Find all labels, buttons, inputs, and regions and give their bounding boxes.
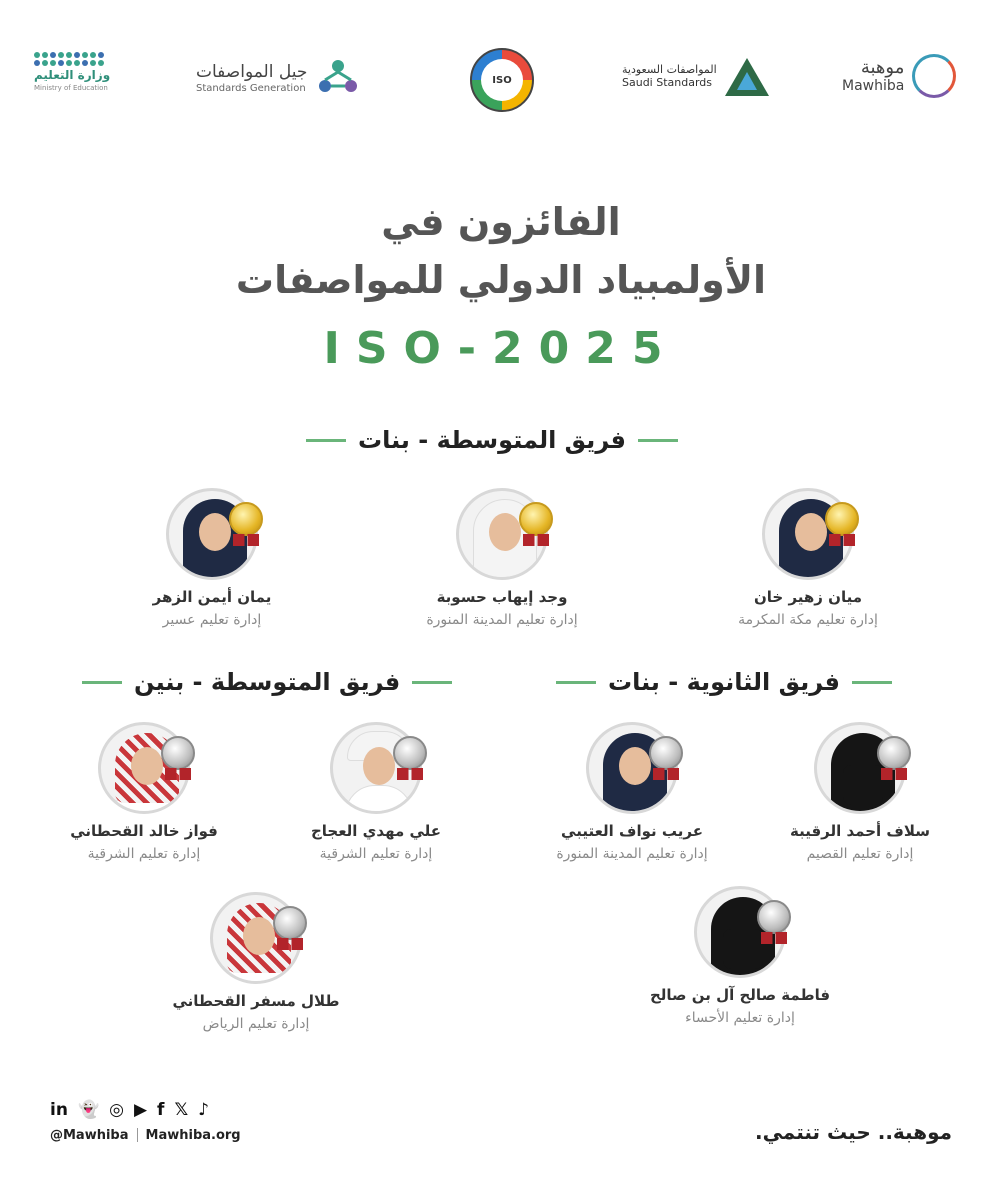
- silver-medal-icon: [390, 736, 430, 784]
- facebook-icon[interactable]: f: [157, 1100, 165, 1120]
- winner-department: إدارة تعليم الأحساء: [685, 1010, 795, 1026]
- website-link[interactable]: Mawhiba.org: [145, 1128, 241, 1143]
- iso-olympiad-badge-icon: ISO: [470, 48, 534, 112]
- winner-department: إدارة تعليم الشرقية: [87, 846, 201, 862]
- winner-department: إدارة تعليم عسير: [162, 612, 262, 628]
- silver-medal-icon: [270, 906, 310, 954]
- winner-card: [688, 488, 928, 628]
- winner-card: [256, 722, 496, 862]
- footer-handles: [50, 1128, 241, 1143]
- section-divider: [638, 439, 678, 442]
- section-divider: [82, 681, 122, 684]
- gold-medal-icon: [822, 502, 862, 550]
- linkedin-icon[interactable]: in: [50, 1100, 68, 1120]
- mawhiba-logo: موهبة Mawhiba: [842, 54, 956, 98]
- gold-medal-icon: [226, 502, 266, 550]
- partner-logos-row: [0, 40, 1002, 120]
- winner-name: فاطمة صالح آل بن صالح: [649, 986, 831, 1004]
- gold-medal-icon: [516, 502, 556, 550]
- page-title-line2: الأولمبياد الدولي للمواصفات: [235, 258, 767, 302]
- winner-card: [92, 488, 332, 628]
- silver-medal-icon: [158, 736, 198, 784]
- snapchat-icon[interactable]: 👻: [77, 1100, 100, 1120]
- winner-name: يمان أيمن الزهر: [152, 588, 272, 606]
- winner-name: عريب نواف العتيبي: [561, 822, 703, 840]
- silver-medal-icon: [754, 900, 794, 948]
- tiktok-icon[interactable]: ♪: [198, 1100, 209, 1120]
- winner-department: إدارة تعليم مكة المكرمة: [738, 612, 878, 628]
- winner-name: فواز خالد القحطاني: [70, 822, 218, 840]
- section-secondary-girls: فريق الثانوية - بنات: [556, 668, 892, 696]
- section-middle-boys: فريق المتوسطة - بنين: [82, 668, 452, 696]
- section-divider: [556, 681, 596, 684]
- winner-department: إدارة تعليم المدينة المنورة: [426, 612, 578, 628]
- winner-card: [136, 892, 376, 1032]
- footer-slogan: موهبة.. حيث تنتمي.: [754, 1120, 952, 1144]
- winner-card: [24, 722, 264, 862]
- iso-olympiad-logo: [470, 48, 534, 112]
- iso-year-label: ISO-2025: [323, 323, 679, 374]
- winner-department: إدارة تعليم الرياض: [202, 1016, 310, 1032]
- x-icon[interactable]: 𝕏: [174, 1100, 189, 1120]
- youtube-icon[interactable]: ▶: [133, 1100, 148, 1120]
- section-middle-girls: فريق المتوسطة - بنات: [306, 426, 678, 454]
- ministry-of-education-logo: وزارة التعليم Ministry of Education: [34, 52, 110, 92]
- winner-department: إدارة تعليم الشرقية: [319, 846, 433, 862]
- winner-department: إدارة تعليم المدينة المنورة: [556, 846, 708, 862]
- page-title-line1: الفائزون في: [381, 200, 621, 244]
- silver-medal-icon: [874, 736, 914, 784]
- saso-triangle-icon: [725, 58, 769, 96]
- winner-name: ميان زهير خان: [753, 588, 863, 606]
- standards-generation-logo: جيل المواصفات Standards Generation: [196, 56, 361, 102]
- standards-generation-icon: [315, 56, 361, 102]
- winner-card: [382, 488, 622, 628]
- winner-name: علي مهدي العجاج: [310, 822, 442, 840]
- saso-logo: المواصفات السعودية Saudi Standards: [622, 58, 769, 96]
- social-handle[interactable]: @Mawhiba: [50, 1128, 129, 1143]
- handle-divider: [137, 1128, 138, 1142]
- instagram-icon[interactable]: ◎: [109, 1100, 124, 1120]
- section-divider: [306, 439, 346, 442]
- mawhiba-swirl-icon: [912, 54, 956, 98]
- winner-card: [740, 722, 980, 862]
- silver-medal-icon: [646, 736, 686, 784]
- section-divider: [852, 681, 892, 684]
- moe-dot-icon: [34, 52, 104, 66]
- winner-department: إدارة تعليم القصيم: [806, 846, 914, 862]
- section-divider: [412, 681, 452, 684]
- social-links: [50, 1100, 209, 1120]
- winner-card: [620, 886, 860, 1026]
- winner-name: وجد إيهاب حسوبة: [436, 588, 568, 606]
- winner-card: [512, 722, 752, 862]
- winner-name: طلال مسفر القحطاني: [172, 992, 340, 1010]
- winner-name: سلاف أحمد الرقيبة: [790, 822, 930, 840]
